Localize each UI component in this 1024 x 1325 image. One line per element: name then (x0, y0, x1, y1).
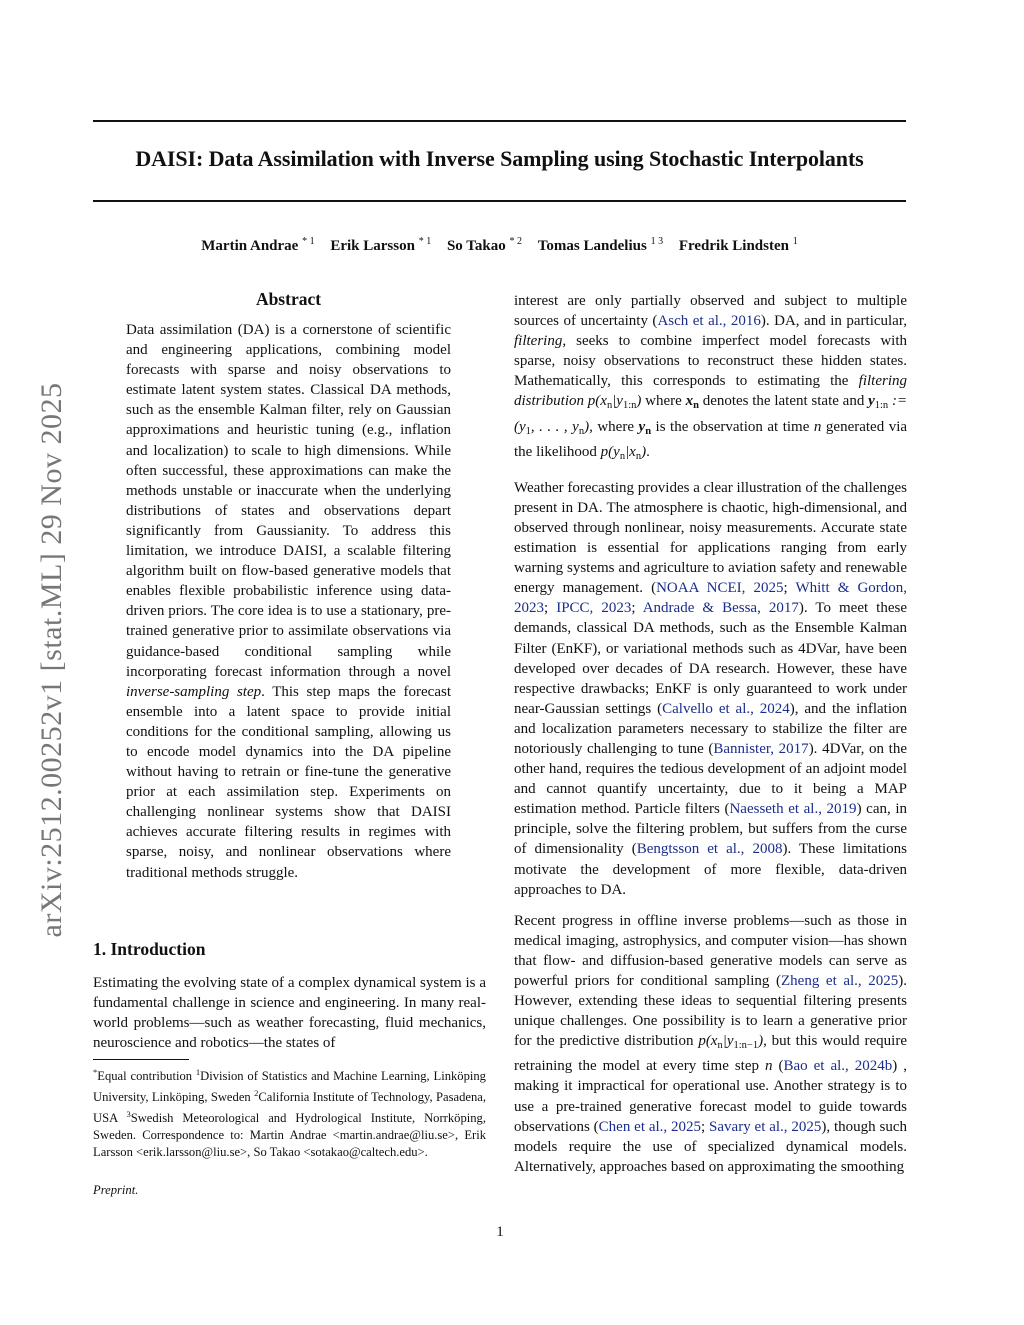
title-top-rule (93, 120, 906, 122)
citation-naesseth[interactable]: Naesseth et al., 2019 (729, 801, 857, 818)
author-lindsten: Fredrik Lindsten $^1$ (678, 236, 798, 254)
right-paragraph-3: Recent progress in offline inverse problems—such as those in medical imaging, astrophysics, and computer vision—has shown that flow- and diffusion-based generative models can serve as powerful priors for conditional sampling (Zheng et al., 2025). However, extending these ideas to sequential filtering presents unique challenges. One possibility is to learn a generative prior for the predictive distribution $p(x_n|y_{1:n-1})$, but this would require retraining the model at every time step n (Bao et al., 2024b) , making it impractical for operational use. Another strategy is to use a pre-trained generative forecast model to guide towards observations (Chen et al., 2025; Savary et al., 2025), though such models require the use of specialized dynamical models. Alternatively, approaches based on approximating the smoothing (514, 912, 908, 1175)
right-column (514, 291, 907, 1177)
footnote-rule (93, 1059, 189, 1060)
citation-bannister[interactable]: Bannister, 2017 (713, 740, 809, 757)
citation-bengtsson[interactable]: Bengtsson et al., 2008 (636, 841, 783, 858)
paper-title: DAISI: Data Assimilation with Inverse Sampling using Stochastic Interpolants (135, 146, 864, 171)
title-bottom-rule (93, 200, 906, 202)
author-larsson: Erik Larsson $^{* 1}$ (330, 236, 432, 254)
citation-whitt[interactable]: Whitt & Gordon, 2023 (514, 580, 908, 617)
citation-ipcc[interactable]: IPCC, 2023 (556, 600, 632, 617)
author-landelius: Tomas Landelius $^{1 3}$ (537, 236, 664, 254)
citation-andrade[interactable]: Andrade & Bessa, 2017 (642, 600, 799, 617)
author-andrae: Martin Andrae $^{* 1}$ (201, 236, 315, 254)
preprint-label: Preprint. (93, 1183, 139, 1197)
citation-asch[interactable]: Asch et al., 2016 (657, 313, 761, 330)
page-number: 1 (496, 1224, 504, 1240)
citation-zheng[interactable]: Zheng et al., 2025 (781, 973, 899, 989)
citation-savary[interactable]: Savary et al., 2025 (709, 1118, 822, 1135)
author-takao: So Takao $^{* 2}$ (446, 236, 522, 254)
right-paragraph-1: interest are only partially observed and subject to multiple sources of uncertainty (Asch et al., 2016). DA, and in particular, filtering, seeks to combine imperfect model forecasts with sparse, noisy observations to reconstruct these hidden states. Mathematically, this corresponds to estimating the filtering distribution $p(x_n|y_{1:n})$ where $x_n$ denotes the latent state and $y_{1:n}$ := ($y_1$, . . . , $y_n$), where $y_n$ is the observation at time n generated via the likelihood $p(y_n|x_n)$. (514, 293, 908, 462)
citation-noaa[interactable]: NOAA NCEI, 2025 (656, 580, 784, 597)
intro-text: Estimating the evolving state of a complex dynamical system is a fundamental challenge in science and engineering. In many real-world problems—such as weather forecasting, fluid mechanics, neuroscience and robotics—the states of (93, 975, 486, 1052)
citation-chen[interactable]: Chen et al., 2025 (598, 1118, 702, 1135)
right-paragraph-2: Weather forecasting provides a clear illustration of the challenges present in DA. The atmosphere is chaotic, high-dimensional, and observed through nonlinear, noisy measurements. Accurate state estimation is essential for applications ranging from early warning systems and agriculture to aviation safety and renewable energy management. (NOAA NCEI, 2025; Whitt & Gordon, 2023; IPCC, 2023; Andrade & Bessa, 2017). To meet these demands, classical DA methods, such as the Ensemble Kalman Filter (EnKF), or variational methods such as 4DVar, have been developed over decades of DA research. However, these have respective drawbacks; EnKF is only guaranteed to work under near-Gaussian settings (Calvello et al., 2024), and the inflation and localization parameters necessary to stabilize the filter are notoriously challenging to tune (Bannister, 2017). 4DVar, on the other hand, requires the tedious development of an adjoint model and cannot quantify uncertainty, due to it being a MAP estimation method. Particle filters (Naesseth et al., 2019) can, in principle, solve the filtering problem, but suffers from the curse of dimensionality (Bengtsson et al., 2008). These limitations motivate the development of more flexible, data-driven approaches to DA. (514, 479, 908, 898)
intro-heading: 1. Introduction (93, 939, 206, 959)
citation-bao[interactable]: Bao et al., 2024b (783, 1058, 893, 1075)
author-list (93, 236, 906, 255)
arxiv-identifier: arXiv:2512.00252v1 [stat.ML] 29 Nov 2025 (35, 382, 68, 938)
abstract-heading: Abstract (255, 289, 322, 309)
affiliation-footnote: *Equal contribution $^1$Division of Statistics and Machine Learning, Linköping University, Linköping, Sweden $^2$California Institute of Technology, Pasadena, USA $^3$Swedish Meteorological and Hydrological Institute, Norrköping, Sweden. Correspondence to: Martin Andrae <martin.andrae@liu.se>, Erik Larsson <erik.larsson@liu.se>, So Takao <sotakao@caltech.edu>. (93, 1067, 487, 1160)
abstract-text: Data assimilation (DA) is a cornerstone of scientific and engineering applications, combining model forecasts with sparse and noisy observations to estimate latent system states. Classical DA methods, such as the ensemble Kalman filter, rely on Gaussian approximations and heuristic tuning (e.g., inflation and localization) to scale to high dimensions. While often successful, these approximations can make the methods unstable or inaccurate when the underlying distributions of states and observations depart significantly from Gaussianity. To address this limitation, we introduce DAISI, a scalable filtering algorithm built on flow-based generative models that enables flexible probabilistic inference using data-driven priors. The core idea is to use a stationary, pre-trained generative prior to assimilate observations via guidance-based conditional sampling while incorporating forecast information through a novel inverse-sampling step. This step maps the forecast ensemble into a latent space to provide initial conditions for the conditional sampling, allowing us to encode model dynamics into the DA pipeline without having to retrain or fine-tune the generative prior at each assimilation step. Experiments on challenging nonlinear systems show that DAISI achieves accurate filtering results in regimes with sparse, noisy, and nonlinear observations where traditional methods struggle. (126, 322, 451, 881)
citation-calvello[interactable]: Calvello et al., 2024 (662, 700, 790, 717)
